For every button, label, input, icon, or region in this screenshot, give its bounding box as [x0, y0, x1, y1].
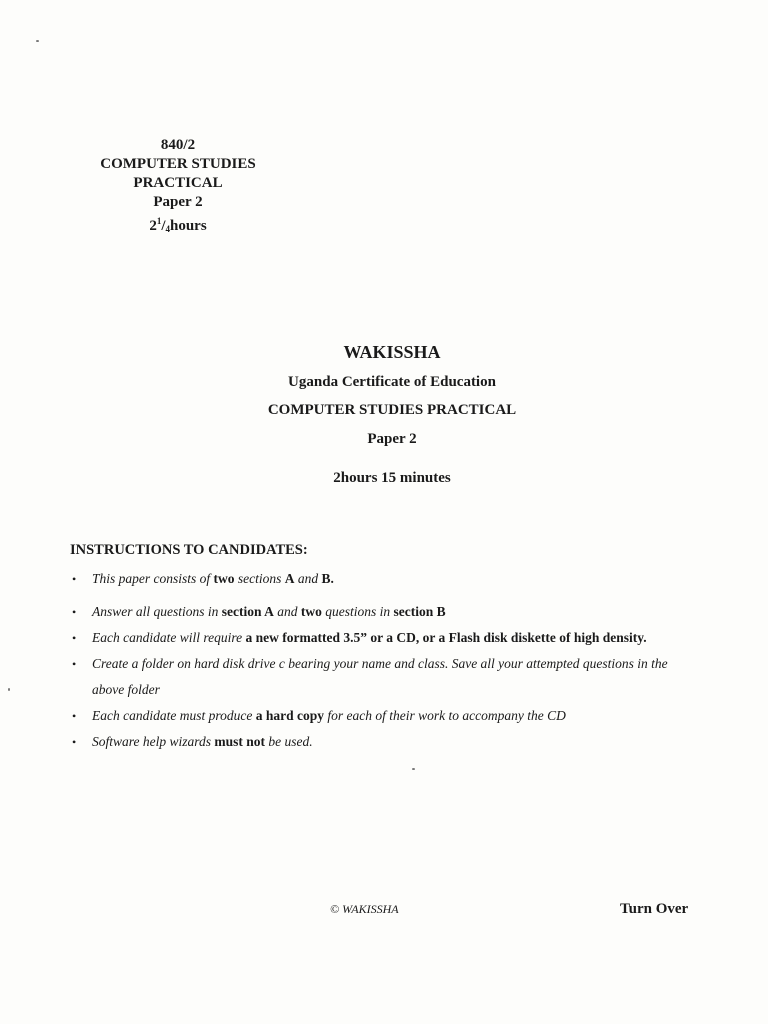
- exam-body-name: WAKISSHA: [343, 342, 441, 362]
- paper-number: Paper 2: [153, 194, 203, 210]
- certificate-name: Uganda Certificate of Education: [288, 374, 496, 390]
- bullet-icon: •: [72, 572, 77, 586]
- paper-subject: COMPUTER STUDIES: [100, 156, 256, 172]
- bullet-icon: •: [72, 709, 77, 723]
- paper-duration: [80, 212, 276, 239]
- scan-speck: [412, 768, 415, 770]
- duration-denominator: 4: [165, 224, 170, 234]
- duration-slash: /: [161, 218, 166, 234]
- paper-code: 840/2: [160, 137, 196, 153]
- instruction-item: • Each candidate will require a new formatted 3.5” or a CD, or a Flash disk diskette of high density.: [70, 625, 700, 651]
- exam-duration: 2hours 15 minutes: [333, 470, 451, 486]
- paper-type: PRACTICAL: [133, 175, 223, 191]
- scan-speck: [8, 688, 10, 691]
- exam-subject: COMPUTER STUDIES PRACTICAL: [267, 402, 517, 418]
- paper-header: [80, 136, 276, 239]
- instruction-item: • Software help wizards must not be used.: [70, 729, 700, 755]
- exam-paper: Paper 2: [367, 431, 417, 447]
- bullet-icon: •: [72, 735, 77, 749]
- instructions-heading: INSTRUCTIONS TO CANDIDATES:: [70, 542, 308, 558]
- instruction-item: • This paper consists of two sections A and B.: [70, 566, 700, 592]
- bullet-icon: •: [72, 605, 77, 619]
- copyright-notice: © WAKISSHA: [330, 902, 399, 916]
- instruction-item: • Create a folder on hard disk drive c bearing your name and class. Save all your attempted questions in the above folder: [70, 651, 700, 703]
- duration-unit: hours: [169, 218, 207, 234]
- instruction-item: • Answer all questions in section A and two questions in section B: [70, 599, 700, 625]
- bullet-icon: •: [72, 657, 77, 671]
- bullet-icon: •: [72, 631, 77, 645]
- scan-speck: [36, 40, 39, 42]
- duration-whole: 2: [149, 218, 157, 234]
- turn-over-label: Turn Over: [620, 901, 689, 917]
- duration-numerator: 1: [156, 216, 162, 226]
- instruction-item: • Each candidate must produce a hard copy for each of their work to accompany the CD: [70, 703, 700, 729]
- instructions-list: [70, 566, 700, 755]
